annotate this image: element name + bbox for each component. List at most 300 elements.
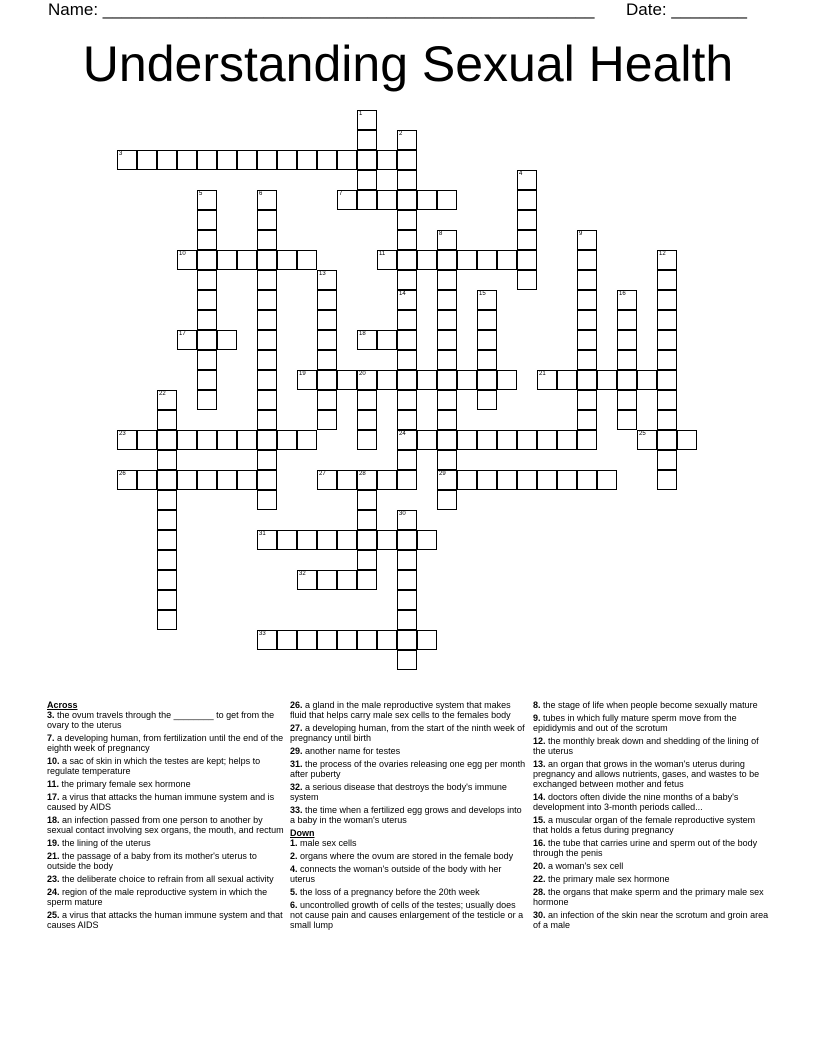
- grid-cell[interactable]: [337, 630, 357, 650]
- grid-cell[interactable]: [357, 470, 377, 490]
- clue-number: 1: [359, 111, 363, 117]
- grid-cell[interactable]: [257, 290, 277, 310]
- grid-cell[interactable]: [477, 350, 497, 370]
- grid-cell[interactable]: [437, 370, 457, 390]
- grid-cell[interactable]: [317, 570, 337, 590]
- grid-cell[interactable]: [157, 610, 177, 630]
- grid-cell[interactable]: [397, 410, 417, 430]
- grid-cell[interactable]: [357, 330, 377, 350]
- grid-cell[interactable]: [417, 370, 437, 390]
- clue-number: 10: [179, 251, 186, 257]
- grid-cell[interactable]: [437, 190, 457, 210]
- grid-cell[interactable]: [577, 270, 597, 290]
- clue-text: a serious disease that destroys the body's immune system: [290, 782, 507, 802]
- grid-cell[interactable]: [657, 330, 677, 350]
- grid-cell[interactable]: [197, 150, 217, 170]
- grid-cell[interactable]: [477, 330, 497, 350]
- grid-cell[interactable]: [577, 470, 597, 490]
- grid-cell[interactable]: [617, 410, 637, 430]
- grid-cell[interactable]: [397, 430, 417, 450]
- clue-number: 26.: [290, 700, 303, 710]
- clue-text: the primary male sex hormone: [545, 874, 670, 884]
- grid-cell[interactable]: [397, 590, 417, 610]
- grid-cell[interactable]: [517, 170, 537, 190]
- grid-cell[interactable]: [377, 190, 397, 210]
- grid-cell[interactable]: [397, 550, 417, 570]
- grid-cell[interactable]: [157, 570, 177, 590]
- grid-cell[interactable]: [237, 430, 257, 450]
- grid-cell[interactable]: [397, 150, 417, 170]
- grid-cell[interactable]: [397, 650, 417, 670]
- grid-cell[interactable]: [317, 630, 337, 650]
- grid-cell[interactable]: [377, 630, 397, 650]
- grid-cell[interactable]: [257, 430, 277, 450]
- clue-number: 26: [119, 471, 126, 477]
- grid-cell[interactable]: [617, 310, 637, 330]
- clue-number: 31.: [290, 759, 303, 769]
- grid-cell[interactable]: [137, 150, 157, 170]
- grid-cell[interactable]: [477, 290, 497, 310]
- grid-cell[interactable]: [577, 410, 597, 430]
- grid-cell[interactable]: [457, 370, 477, 390]
- grid-cell[interactable]: [157, 450, 177, 470]
- grid-cell[interactable]: [397, 350, 417, 370]
- grid-cell[interactable]: [277, 150, 297, 170]
- grid-cell[interactable]: [257, 270, 277, 290]
- grid-cell[interactable]: [197, 330, 217, 350]
- clue-number: 3: [119, 151, 123, 157]
- clue-text: a virus that attacks the human immune system and that causes AIDS: [47, 910, 283, 930]
- grid-cell[interactable]: [657, 270, 677, 290]
- grid-cell[interactable]: [397, 630, 417, 650]
- grid-cell[interactable]: [217, 250, 237, 270]
- grid-cell[interactable]: [417, 250, 437, 270]
- grid-cell[interactable]: [657, 290, 677, 310]
- grid-cell[interactable]: [357, 170, 377, 190]
- date-field-label[interactable]: Date: ________: [626, 0, 747, 19]
- down-clue: [533, 736, 771, 756]
- grid-cell[interactable]: [157, 530, 177, 550]
- grid-cell[interactable]: [257, 210, 277, 230]
- grid-cell[interactable]: [477, 370, 497, 390]
- clue-number: 8: [439, 231, 443, 237]
- grid-cell[interactable]: [317, 290, 337, 310]
- grid-cell[interactable]: [317, 350, 337, 370]
- grid-cell[interactable]: [217, 330, 237, 350]
- grid-cell[interactable]: [397, 470, 417, 490]
- grid-cell[interactable]: [357, 510, 377, 530]
- grid-cell[interactable]: [397, 190, 417, 210]
- across-clue: [47, 851, 285, 871]
- grid-cell[interactable]: [517, 250, 537, 270]
- clue-text: an infection of the skin near the scrotum and groin area of a male: [533, 910, 769, 930]
- grid-cell[interactable]: [397, 390, 417, 410]
- down-clue: [533, 887, 771, 907]
- grid-cell[interactable]: [677, 430, 697, 450]
- grid-cell[interactable]: [437, 310, 457, 330]
- grid-cell[interactable]: [617, 370, 637, 390]
- grid-cell[interactable]: [577, 230, 597, 250]
- grid-cell[interactable]: [417, 530, 437, 550]
- grid-cell[interactable]: [437, 290, 457, 310]
- grid-cell[interactable]: [617, 290, 637, 310]
- grid-cell[interactable]: [217, 470, 237, 490]
- grid-cell[interactable]: [417, 190, 437, 210]
- grid-cell[interactable]: [317, 410, 337, 430]
- grid-cell[interactable]: [577, 250, 597, 270]
- grid-cell[interactable]: [397, 570, 417, 590]
- grid-cell[interactable]: [357, 630, 377, 650]
- grid-cell[interactable]: [237, 150, 257, 170]
- grid-cell[interactable]: [357, 410, 377, 430]
- grid-cell[interactable]: [317, 270, 337, 290]
- grid-cell[interactable]: [337, 470, 357, 490]
- clue-text: the lining of the uterus: [59, 838, 151, 848]
- grid-cell[interactable]: [177, 430, 197, 450]
- grid-cell[interactable]: [317, 150, 337, 170]
- grid-cell[interactable]: [197, 250, 217, 270]
- grid-cell[interactable]: [557, 430, 577, 450]
- grid-cell[interactable]: [517, 470, 537, 490]
- grid-cell[interactable]: [177, 470, 197, 490]
- grid-cell[interactable]: [217, 150, 237, 170]
- grid-cell[interactable]: [397, 170, 417, 190]
- grid-cell[interactable]: [297, 570, 317, 590]
- grid-cell[interactable]: [257, 490, 277, 510]
- grid-cell[interactable]: [657, 450, 677, 470]
- grid-cell[interactable]: [377, 150, 397, 170]
- grid-cell[interactable]: [537, 370, 557, 390]
- grid-cell[interactable]: [357, 390, 377, 410]
- grid-cell[interactable]: [397, 310, 417, 330]
- grid-cell[interactable]: [197, 310, 217, 330]
- grid-cell[interactable]: [577, 350, 597, 370]
- clue-number: 11.: [47, 779, 60, 789]
- grid-cell[interactable]: [477, 470, 497, 490]
- clue-text: connects the woman's outside of the body with her uterus: [290, 864, 502, 884]
- grid-cell[interactable]: [417, 630, 437, 650]
- clue-text: a virus that attacks the human immune system and is caused by AIDS: [47, 792, 275, 812]
- grid-cell[interactable]: [477, 390, 497, 410]
- grid-cell[interactable]: [537, 430, 557, 450]
- grid-cell[interactable]: [657, 350, 677, 370]
- grid-cell[interactable]: [257, 530, 277, 550]
- grid-cell[interactable]: [197, 470, 217, 490]
- grid-cell[interactable]: [237, 470, 257, 490]
- grid-cell[interactable]: [517, 430, 537, 450]
- grid-cell[interactable]: [437, 250, 457, 270]
- grid-cell[interactable]: [317, 330, 337, 350]
- clue-number: 19.: [47, 838, 60, 848]
- grid-cell[interactable]: [337, 150, 357, 170]
- grid-cell[interactable]: [117, 470, 137, 490]
- grid-cell[interactable]: [277, 630, 297, 650]
- grid-cell[interactable]: [257, 190, 277, 210]
- grid-cell[interactable]: [357, 150, 377, 170]
- grid-cell[interactable]: [257, 390, 277, 410]
- clue-text: the monthly break down and shedding of the lining of the uterus: [533, 736, 759, 756]
- grid-cell[interactable]: [497, 430, 517, 450]
- grid-cell[interactable]: [377, 330, 397, 350]
- grid-cell[interactable]: [477, 430, 497, 450]
- across-clue: [47, 733, 285, 753]
- grid-cell[interactable]: [577, 310, 597, 330]
- clue-text: doctors often divide the nine months of a baby's development into 3-month periods called...: [533, 792, 739, 812]
- grid-cell[interactable]: [437, 270, 457, 290]
- grid-cell[interactable]: [457, 250, 477, 270]
- grid-cell[interactable]: [637, 430, 657, 450]
- clue-number: 25: [639, 431, 646, 437]
- clue-text: the primary female sex hormone: [59, 779, 191, 789]
- grid-cell[interactable]: [297, 530, 317, 550]
- grid-cell[interactable]: [437, 490, 457, 510]
- grid-cell[interactable]: [477, 250, 497, 270]
- grid-cell[interactable]: [517, 230, 537, 250]
- grid-cell[interactable]: [657, 390, 677, 410]
- grid-cell[interactable]: [597, 370, 617, 390]
- grid-cell[interactable]: [577, 430, 597, 450]
- grid-cell[interactable]: [177, 330, 197, 350]
- grid-cell[interactable]: [157, 410, 177, 430]
- grid-cell[interactable]: [377, 530, 397, 550]
- grid-cell[interactable]: [397, 130, 417, 150]
- grid-cell[interactable]: [397, 370, 417, 390]
- grid-cell[interactable]: [197, 430, 217, 450]
- grid-cell[interactable]: [597, 470, 617, 490]
- grid-cell[interactable]: [277, 530, 297, 550]
- grid-cell[interactable]: [337, 370, 357, 390]
- grid-cell[interactable]: [397, 250, 417, 270]
- grid-cell[interactable]: [177, 250, 197, 270]
- grid-cell[interactable]: [257, 450, 277, 470]
- clues-column-2: [290, 700, 528, 933]
- grid-cell[interactable]: [197, 390, 217, 410]
- grid-cell[interactable]: [437, 230, 457, 250]
- clue-number: 14.: [533, 792, 546, 802]
- grid-cell[interactable]: [397, 290, 417, 310]
- grid-cell[interactable]: [357, 370, 377, 390]
- grid-cell[interactable]: [157, 550, 177, 570]
- down-clue: [290, 864, 528, 884]
- grid-cell[interactable]: [457, 470, 477, 490]
- grid-cell[interactable]: [197, 230, 217, 250]
- grid-cell[interactable]: [397, 450, 417, 470]
- clue-number: 24.: [47, 887, 60, 897]
- grid-cell[interactable]: [297, 630, 317, 650]
- down-clue: [533, 838, 771, 858]
- grid-cell[interactable]: [217, 430, 237, 450]
- grid-cell[interactable]: [577, 390, 597, 410]
- grid-cell[interactable]: [297, 250, 317, 270]
- grid-cell[interactable]: [257, 310, 277, 330]
- grid-cell[interactable]: [397, 230, 417, 250]
- across-clue: [290, 723, 528, 743]
- clue-text: the deliberate choice to refrain from all sexual activity: [59, 874, 274, 884]
- clue-number: 25.: [47, 910, 60, 920]
- grid-cell[interactable]: [317, 470, 337, 490]
- grid-cell[interactable]: [277, 430, 297, 450]
- grid-cell[interactable]: [657, 250, 677, 270]
- clue-number: 12.: [533, 736, 546, 746]
- grid-cell[interactable]: [477, 310, 497, 330]
- clue-text: male sex cells: [297, 838, 357, 848]
- grid-cell[interactable]: [337, 190, 357, 210]
- grid-cell[interactable]: [617, 350, 637, 370]
- grid-cell[interactable]: [617, 390, 637, 410]
- grid-cell[interactable]: [157, 510, 177, 530]
- clue-number: 22: [159, 391, 166, 397]
- grid-cell[interactable]: [497, 250, 517, 270]
- clue-number: 7.: [47, 733, 55, 743]
- grid-cell[interactable]: [637, 370, 657, 390]
- grid-cell[interactable]: [137, 430, 157, 450]
- grid-cell[interactable]: [497, 370, 517, 390]
- grid-cell[interactable]: [357, 550, 377, 570]
- clue-number: 21: [539, 371, 546, 377]
- grid-cell[interactable]: [397, 510, 417, 530]
- grid-cell[interactable]: [377, 470, 397, 490]
- clue-number: 30: [399, 511, 406, 517]
- grid-cell[interactable]: [317, 310, 337, 330]
- clue-number: 15.: [533, 815, 546, 825]
- clue-number: 5: [199, 191, 203, 197]
- grid-cell[interactable]: [437, 350, 457, 370]
- grid-cell[interactable]: [157, 490, 177, 510]
- grid-cell[interactable]: [517, 210, 537, 230]
- clue-number: 4: [519, 171, 523, 177]
- grid-cell[interactable]: [257, 350, 277, 370]
- clue-text: uncontrolled growth of cells of the testes; usually does not cause pain and causes enlargement of the testicle or a small lump: [290, 900, 524, 930]
- clue-number: 30.: [533, 910, 546, 920]
- grid-cell[interactable]: [377, 370, 397, 390]
- grid-cell[interactable]: [437, 330, 457, 350]
- grid-cell[interactable]: [657, 470, 677, 490]
- grid-cell[interactable]: [417, 430, 437, 450]
- grid-cell[interactable]: [437, 410, 457, 430]
- grid-cell[interactable]: [197, 370, 217, 390]
- grid-cell[interactable]: [577, 370, 597, 390]
- grid-cell[interactable]: [537, 470, 557, 490]
- grid-cell[interactable]: [157, 470, 177, 490]
- grid-cell[interactable]: [157, 390, 177, 410]
- grid-cell[interactable]: [457, 430, 477, 450]
- grid-cell[interactable]: [257, 370, 277, 390]
- grid-cell[interactable]: [257, 330, 277, 350]
- clue-number: 33: [259, 631, 266, 637]
- grid-cell[interactable]: [157, 430, 177, 450]
- grid-cell[interactable]: [397, 330, 417, 350]
- down-clue: [533, 713, 771, 733]
- grid-cell[interactable]: [297, 150, 317, 170]
- grid-cell[interactable]: [197, 210, 217, 230]
- grid-cell[interactable]: [437, 450, 457, 470]
- grid-cell[interactable]: [397, 210, 417, 230]
- clue-number: 6.: [290, 900, 298, 910]
- grid-cell[interactable]: [197, 190, 217, 210]
- grid-cell[interactable]: [357, 570, 377, 590]
- grid-cell[interactable]: [657, 310, 677, 330]
- grid-cell[interactable]: [517, 270, 537, 290]
- grid-cell[interactable]: [657, 430, 677, 450]
- grid-cell[interactable]: [397, 530, 417, 550]
- name-field-label[interactable]: Name: ____________________________________________________: [48, 0, 595, 19]
- grid-cell[interactable]: [137, 470, 157, 490]
- grid-cell[interactable]: [337, 570, 357, 590]
- grid-cell[interactable]: [617, 330, 637, 350]
- grid-cell[interactable]: [197, 350, 217, 370]
- clue-number: 22.: [533, 874, 546, 884]
- clue-number: 31: [259, 531, 266, 537]
- grid-cell[interactable]: [237, 250, 257, 270]
- grid-cell[interactable]: [257, 230, 277, 250]
- grid-cell[interactable]: [357, 130, 377, 150]
- clue-number: 12: [659, 251, 666, 257]
- across-clue: [47, 815, 285, 835]
- grid-cell[interactable]: [197, 290, 217, 310]
- grid-cell[interactable]: [257, 250, 277, 270]
- grid-cell[interactable]: [277, 250, 297, 270]
- grid-cell[interactable]: [257, 150, 277, 170]
- clue-text: a developing human, from fertilization until the end of the eighth week of pregnancy: [47, 733, 284, 753]
- grid-cell[interactable]: [557, 370, 577, 390]
- grid-cell[interactable]: [357, 430, 377, 450]
- grid-cell[interactable]: [117, 430, 137, 450]
- grid-cell[interactable]: [337, 530, 357, 550]
- clue-number: 20.: [533, 861, 546, 871]
- grid-cell[interactable]: [657, 370, 677, 390]
- grid-cell[interactable]: [357, 490, 377, 510]
- grid-cell[interactable]: [377, 250, 397, 270]
- grid-cell[interactable]: [197, 270, 217, 290]
- clue-number: 2: [399, 131, 403, 137]
- clue-number: 4.: [290, 864, 298, 874]
- grid-cell[interactable]: [317, 370, 337, 390]
- grid-cell[interactable]: [317, 530, 337, 550]
- grid-cell[interactable]: [577, 330, 597, 350]
- clue-number: 16: [619, 291, 626, 297]
- clue-text: the passage of a baby from its mother's uterus to outside the body: [47, 851, 257, 871]
- grid-cell[interactable]: [297, 370, 317, 390]
- grid-cell[interactable]: [357, 110, 377, 130]
- grid-cell[interactable]: [357, 190, 377, 210]
- clue-number: 6: [259, 191, 263, 197]
- grid-cell[interactable]: [257, 410, 277, 430]
- grid-cell[interactable]: [657, 410, 677, 430]
- grid-cell[interactable]: [557, 470, 577, 490]
- grid-cell[interactable]: [497, 470, 517, 490]
- clue-number: 21.: [47, 851, 60, 861]
- grid-cell[interactable]: [397, 270, 417, 290]
- grid-cell[interactable]: [437, 430, 457, 450]
- grid-cell[interactable]: [117, 150, 137, 170]
- grid-cell[interactable]: [577, 290, 597, 310]
- grid-cell[interactable]: [517, 190, 537, 210]
- grid-cell[interactable]: [257, 630, 277, 650]
- clue-text: the loss of a pregnancy before the 20th week: [297, 887, 480, 897]
- grid-cell[interactable]: [157, 150, 177, 170]
- grid-cell[interactable]: [257, 470, 277, 490]
- grid-cell[interactable]: [397, 610, 417, 630]
- grid-cell[interactable]: [297, 430, 317, 450]
- grid-cell[interactable]: [437, 470, 457, 490]
- grid-cell[interactable]: [357, 530, 377, 550]
- grid-cell[interactable]: [157, 590, 177, 610]
- grid-cell[interactable]: [177, 150, 197, 170]
- grid-cell[interactable]: [437, 390, 457, 410]
- across-clue: [47, 887, 285, 907]
- clue-text: the time when a fertilized egg grows and develops into a baby in the woman's uterus: [290, 805, 522, 825]
- grid-cell[interactable]: [317, 390, 337, 410]
